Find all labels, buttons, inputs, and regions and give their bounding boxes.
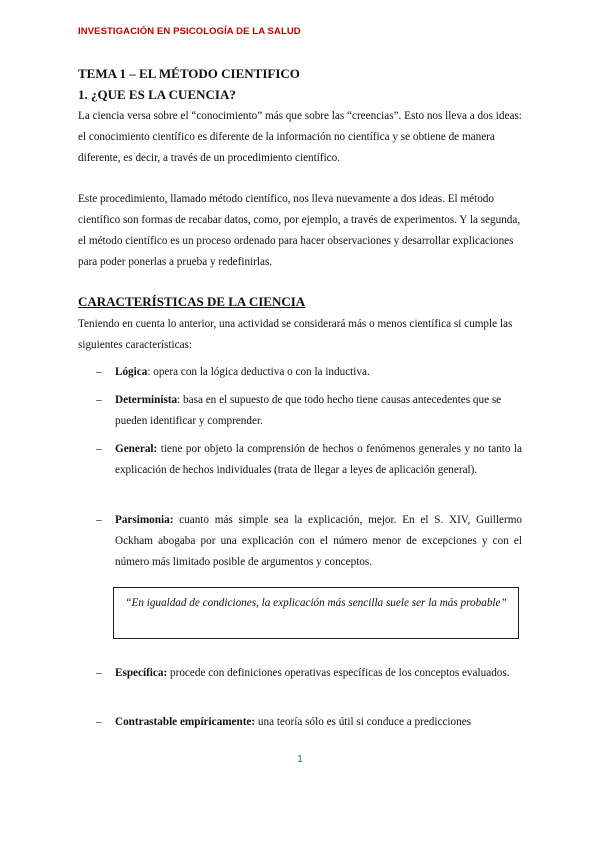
dash-marker: – (96, 366, 102, 378)
item-text: tiene por objeto la comprensión de hechos o fenómenos generales y no tanto la explicación de hechos individuales (trata de llegar a leyes de aplicación general). (115, 443, 522, 476)
list-item (96, 510, 522, 573)
list-item (96, 439, 522, 481)
list-item (96, 663, 522, 684)
item-text: cuanto más simple sea la explicación, mejor. En el S. XIV, Guillermo Ockham abogaba por una explicación con el número menor de excepciones y con el número más limitado posible de argumentos y conceptos. (115, 514, 522, 568)
dash-marker: – (96, 667, 102, 679)
quote-box: “En igualdad de condiciones, la explicación más sencilla suele ser la más probable” (113, 587, 519, 639)
dash-marker: – (96, 394, 102, 406)
page-number: 1 (297, 754, 303, 765)
paragraph-2: Este procedimiento, llamado método científico, nos lleva nuevamente a dos ideas. El método científico son formas de recabar datos, como, por ejemplo, a través de experimentos. Y la segunda, el método científico es un proceso ordenado para hacer observaciones y desarrollar explicaciones para poder ponerlas a prueba y redefinirlas. (78, 193, 521, 268)
dash-marker: – (96, 716, 102, 728)
section1-heading: 1. ¿QUE ES LA CUENCIA? (78, 87, 236, 102)
item-text: : opera con la lógica deductiva o con la inductiva. (147, 366, 370, 378)
item-term: Específica: (115, 667, 168, 679)
section2-intro: Teniendo en cuenta lo anterior, una actividad se considerará más o menos científica si cumple las siguientes características: (78, 318, 513, 351)
dash-marker: – (96, 514, 102, 526)
item-term: Parsimonia: (115, 514, 174, 526)
list-item (96, 390, 522, 432)
list-item (96, 362, 522, 383)
paragraph-1: La ciencia versa sobre el “conocimiento” más que sobre las “creencias”. Esto nos lleva a dos ideas: el conocimiento científico es diferente de la información no científica y se obtiene de manera diferente, es decir, a través de un procedimiento científico. (78, 110, 522, 164)
section2-heading: CARACTERÍSTICAS DE LA CIENCIA (78, 294, 306, 309)
list-item (96, 712, 522, 733)
item-term: Determinista (115, 394, 178, 406)
item-term: Contrastable empíricamente: (115, 716, 256, 728)
item-text: : basa en el supuesto de que todo hecho tiene causas antecedentes que se pueden identificar y comprender. (115, 394, 502, 427)
item-term: General: (115, 443, 158, 455)
dash-marker: – (96, 443, 102, 455)
item-term: Lógica (115, 366, 148, 378)
document-header: INVESTIGACIÓN EN PSICOLOGÍA DE LA SALUD (78, 26, 301, 37)
item-text: una teoría sólo es útil si conduce a predicciones (255, 716, 472, 728)
tema-title: TEMA 1 – EL MÉTODO CIENTIFICO (78, 66, 300, 81)
item-text: procede con definiciones operativas específicas de los conceptos evaluados. (167, 667, 510, 679)
